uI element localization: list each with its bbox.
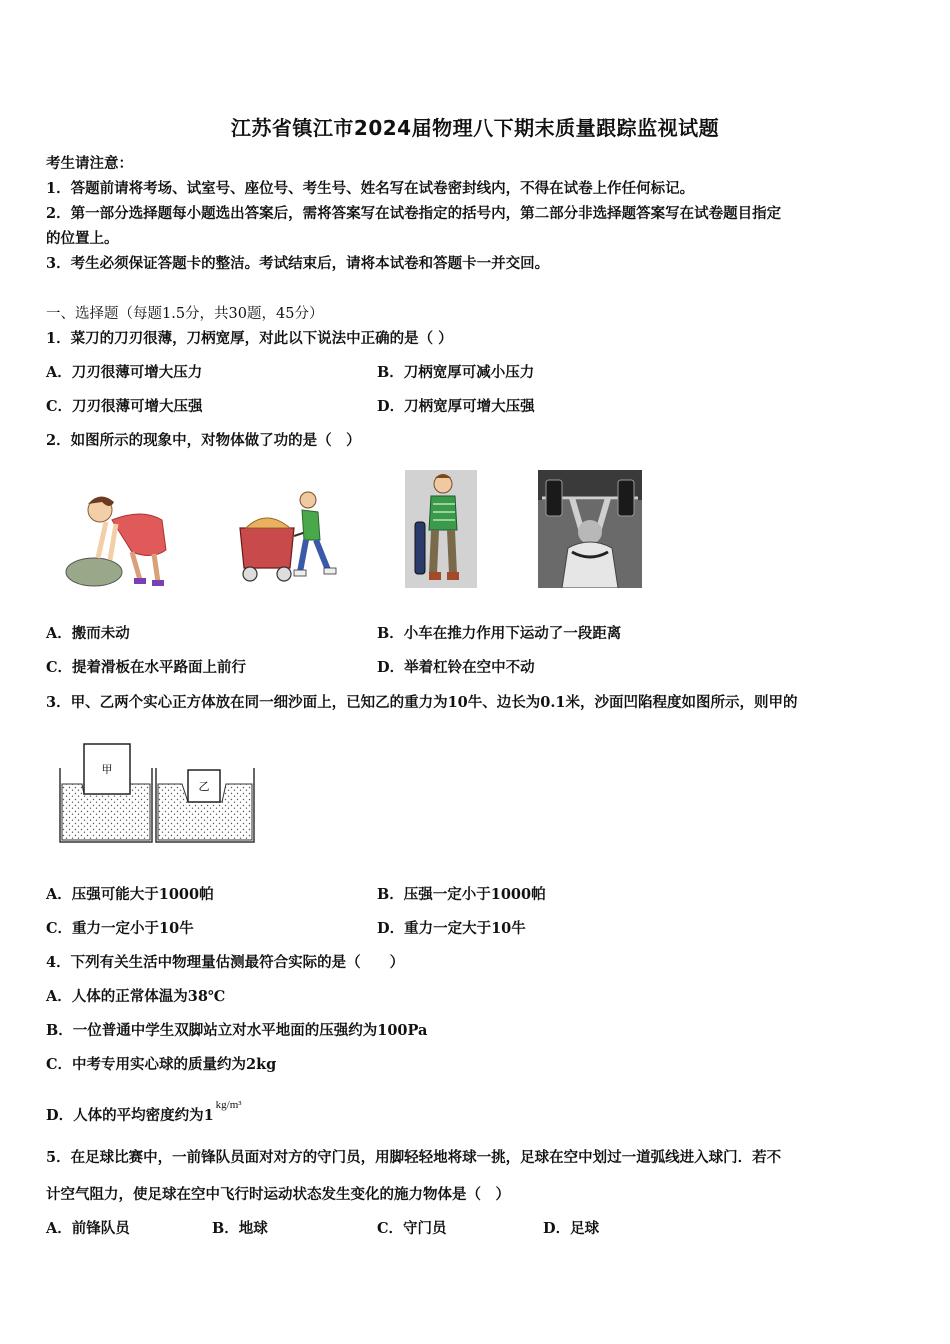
option-d: D．重力一定大于10牛 xyxy=(377,920,526,937)
option-d: D．举着杠铃在空中不动 xyxy=(377,659,535,676)
notice-item: 1．答题前请将考场、试室号、座位号、考生号、姓名写在试卷密封线内，不得在试卷上作任何标记。 xyxy=(46,180,695,197)
figure-boy-with-skateboard xyxy=(405,470,477,588)
cube-label-jia: 甲 xyxy=(101,763,113,776)
option-d: D．刀柄宽厚可增大压强 xyxy=(377,398,535,415)
option-a: A．刀刃很薄可增大压力 xyxy=(46,364,203,381)
notice-item: 3．考生必须保证答题卡的整洁。考试结束后，请将本试卷和答题卡一并交回。 xyxy=(46,255,550,272)
option-c: C．守门员 xyxy=(377,1220,447,1237)
option-b: B．小车在推力作用下运动了一段距离 xyxy=(377,625,622,642)
notice-heading: 考生请注意： xyxy=(46,155,133,172)
page-title: 江苏省镇江市2024届物理八下期末质量跟踪监视试题 xyxy=(230,116,720,140)
figure-girl-pushing-rock xyxy=(62,480,182,588)
option-d xyxy=(46,1099,242,1125)
figure-weightlifter-photo xyxy=(538,470,642,588)
figure-boy-pushing-cart xyxy=(232,488,347,584)
question-stem: 3．甲、乙两个实心正方体放在同一细沙面上，已知乙的重力为10牛、边长为0.1米，沙面凹陷程度如图所示，则甲的 xyxy=(46,694,798,711)
option-a: A．人体的正常体温为38℃ xyxy=(46,988,226,1005)
option-c: C．刀刃很薄可增大压强 xyxy=(46,398,203,415)
option-b: B．刀柄宽厚可减小压力 xyxy=(377,364,535,381)
option-b: B．一位普通中学生双脚站立对水平地面的压强约为100Pa xyxy=(46,1022,428,1039)
cube-label-yi: 乙 xyxy=(198,780,210,793)
option-d: D．足球 xyxy=(543,1220,600,1237)
figure-sand-cubes xyxy=(56,738,260,848)
option-d-text: D．人体的平均密度约为1 xyxy=(46,1107,214,1124)
question-stem: 2．如图所示的现象中，对物体做了功的是（ ） xyxy=(46,432,361,449)
question-stem: 5．在足球比赛中，一前锋队员面对对方的守门员，用脚轻轻地将球一挑，足球在空中划过一道弧线进入球门．若不 xyxy=(46,1149,782,1166)
option-c: C．中考专用实心球的质量约为2kg xyxy=(46,1056,277,1073)
option-a: A．前锋队员 xyxy=(46,1220,130,1237)
question-stem: 1．菜刀的刀刃很薄，刀柄宽厚，对此以下说法中正确的是（ ） xyxy=(46,330,453,347)
option-b: B．压强一定小于1000帕 xyxy=(377,886,546,903)
option-c: C．重力一定小于10牛 xyxy=(46,920,194,937)
section-heading: 一、选择题（每题1.5分，共30题，45分） xyxy=(46,306,324,322)
notice-item: 2．第一部分选择题每小题选出答案后，需将答案写在试卷指定的括号内，第二部分非选择题答案写在试卷题目指定 xyxy=(46,205,782,222)
option-b: B．地球 xyxy=(212,1220,268,1237)
density-unit: kg/m³ xyxy=(215,1099,242,1111)
question-stem-continued: 计空气阻力，使足球在空中飞行时运动状态发生变化的施力物体是（ ） xyxy=(46,1186,510,1203)
notice-item: 的位置上。 xyxy=(46,230,119,247)
question-stem: 4．下列有关生活中物理量估测最符合实际的是（ ） xyxy=(46,954,405,971)
option-a: A．压强可能大于1000帕 xyxy=(46,886,214,903)
option-c: C．提着滑板在水平路面上前行 xyxy=(46,659,247,676)
option-a: A．搬而未动 xyxy=(46,625,130,642)
